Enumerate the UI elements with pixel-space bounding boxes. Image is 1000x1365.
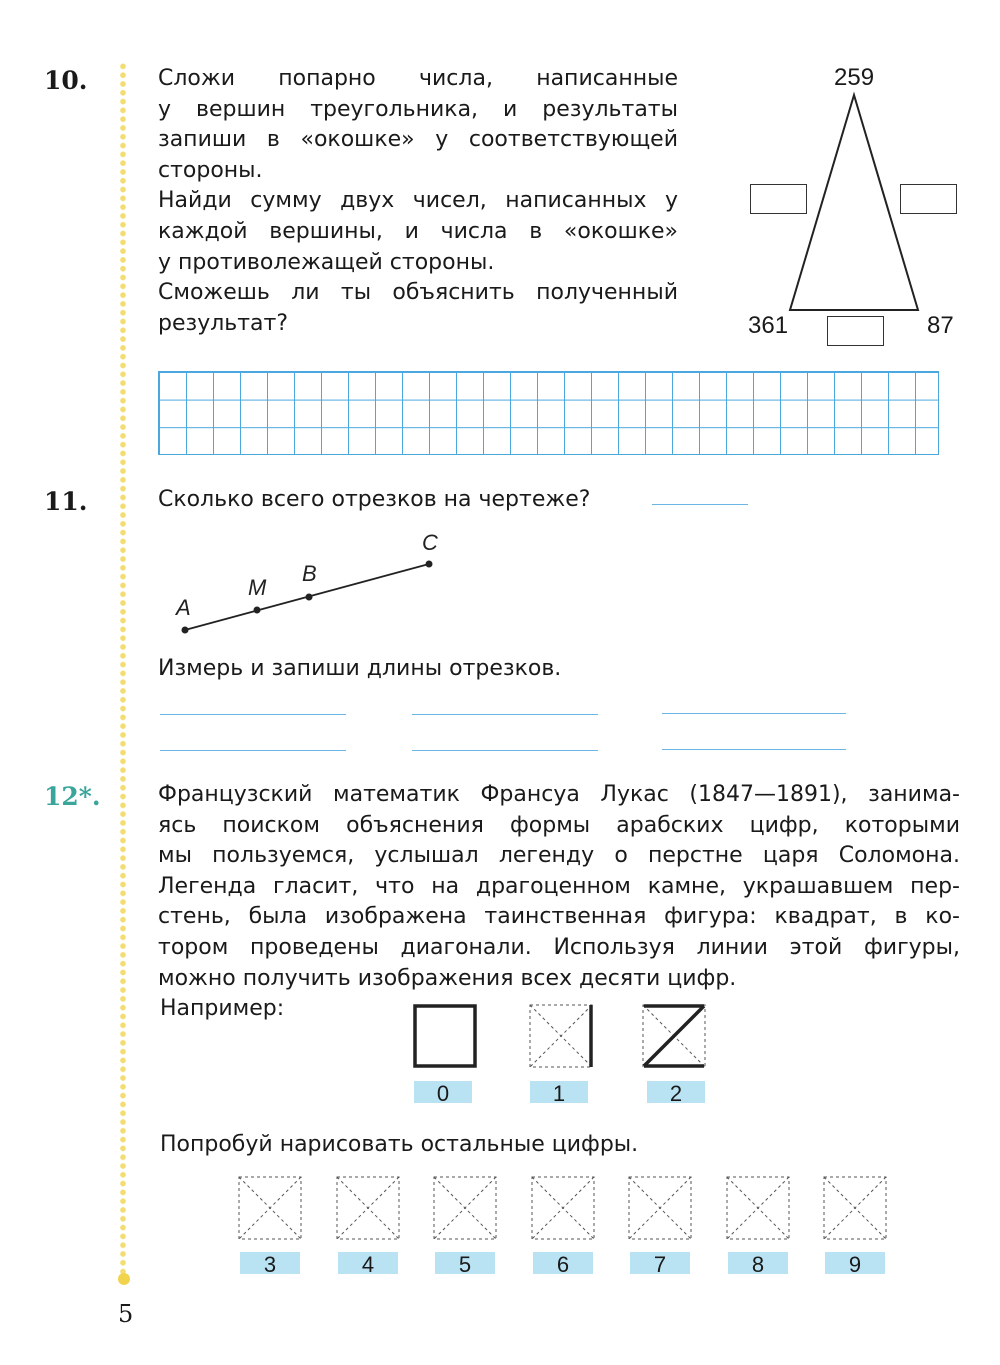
point-c-label: C [422, 530, 438, 555]
triangle-shape [790, 95, 918, 310]
task-11-number: 11. [44, 487, 88, 516]
practice-square-4[interactable] [336, 1176, 400, 1240]
task-11-measure-prompt: Измерь и запиши длины отрезков. [158, 656, 562, 681]
task-10-line: Найди сумму двух чисел, написанных у [158, 188, 678, 214]
vertex-right-label: 87 [927, 312, 954, 339]
example-digit-label: 1 [530, 1081, 588, 1103]
digit-1-figure [529, 1004, 593, 1068]
practice-square-7[interactable] [628, 1176, 692, 1240]
length-answer-line[interactable] [662, 713, 846, 714]
practice-digit-label: 7 [630, 1252, 690, 1274]
segment-count-answer-line[interactable] [652, 504, 748, 505]
task-12-number: 12*. [44, 782, 101, 811]
practice-digit-label: 4 [338, 1252, 398, 1274]
point-c-dot [426, 561, 433, 568]
point-a-dot [182, 627, 189, 634]
point-b-dot [306, 594, 313, 601]
margin-dotted-line [118, 62, 128, 1282]
task-10-line: результат? [158, 310, 289, 336]
example-label: Например: [160, 996, 285, 1021]
length-answer-line[interactable] [160, 750, 346, 751]
point-a-label: A [176, 595, 191, 620]
task-10-line: у вершин треугольника, и результаты [158, 96, 678, 122]
practice-square-8[interactable] [726, 1176, 790, 1240]
task-12-line: можно получить изображения всех десяти цифр. [158, 965, 737, 991]
point-m-label: M [248, 575, 267, 600]
task-10-line: каждой вершины, и числа в «окошке» [158, 218, 678, 244]
vertex-top-label: 259 [834, 64, 875, 91]
task-12-line: стень, была изображена таинственная фигура: квадрат, в ко- [158, 904, 960, 930]
segment-drawing [170, 528, 460, 648]
digit-0-figure [413, 1004, 477, 1068]
page-number: 5 [118, 1300, 134, 1328]
task-12-line: тором проведены диагонали. Используя линии этой фигуры, [158, 934, 960, 960]
practice-square-3[interactable] [238, 1176, 302, 1240]
length-answer-line[interactable] [412, 714, 598, 715]
digit-2-figure [642, 1004, 706, 1068]
practice-digit-label: 5 [435, 1252, 495, 1274]
practice-square-6[interactable] [531, 1176, 595, 1240]
margin-dot-endcap [118, 1273, 130, 1285]
point-m-dot [254, 607, 261, 614]
practice-digit-label: 6 [533, 1252, 593, 1274]
length-answer-line[interactable] [412, 750, 598, 751]
vertex-left-label: 361 [748, 312, 789, 339]
task-10-line: стороны. [158, 157, 263, 183]
task-10-line: Сложи попарно числа, написанные [158, 66, 678, 91]
task-12-line: мы пользуемся, услышал легенду о перстне царя Соломона. [158, 843, 960, 869]
example-digit-label: 2 [647, 1081, 705, 1103]
task-10-number: 10. [44, 66, 88, 95]
task-10-line: у противолежащей стороны. [158, 249, 495, 275]
point-b-label: B [302, 561, 317, 586]
practice-square-9[interactable] [823, 1176, 887, 1240]
bottom-side-answer-box[interactable] [827, 316, 884, 346]
right-side-answer-box[interactable] [900, 184, 957, 214]
length-answer-line[interactable] [662, 749, 846, 750]
practice-digit-label: 3 [240, 1252, 300, 1274]
left-side-answer-box[interactable] [750, 184, 807, 214]
task-12-text [158, 780, 960, 994]
try-prompt: Попробуй нарисовать остальные цифры. [160, 1132, 639, 1157]
practice-digit-label: 8 [728, 1252, 788, 1274]
example-digit-label: 0 [414, 1081, 472, 1103]
practice-digit-label: 9 [825, 1252, 885, 1274]
task-12-line: ясь поиском объяснения формы арабских цифр, которыми [158, 812, 960, 838]
task-12-line: Французский математик Франсуа Лукас (1847—1891), занима- [158, 782, 960, 807]
practice-square-5[interactable] [433, 1176, 497, 1240]
answer-grid[interactable] [158, 371, 939, 455]
length-answer-line[interactable] [160, 714, 346, 715]
task-12-line: Легенда гласит, что на драгоценном камне, украшавшем пер- [158, 873, 960, 899]
task-10-line: запиши в «окошке» у соответствующей [158, 127, 678, 153]
task-10-line: Сможешь ли ты объяснить полученный [158, 280, 678, 306]
task-10-text [158, 64, 678, 339]
task-11-question: Сколько всего отрезков на чертеже? [158, 487, 591, 512]
